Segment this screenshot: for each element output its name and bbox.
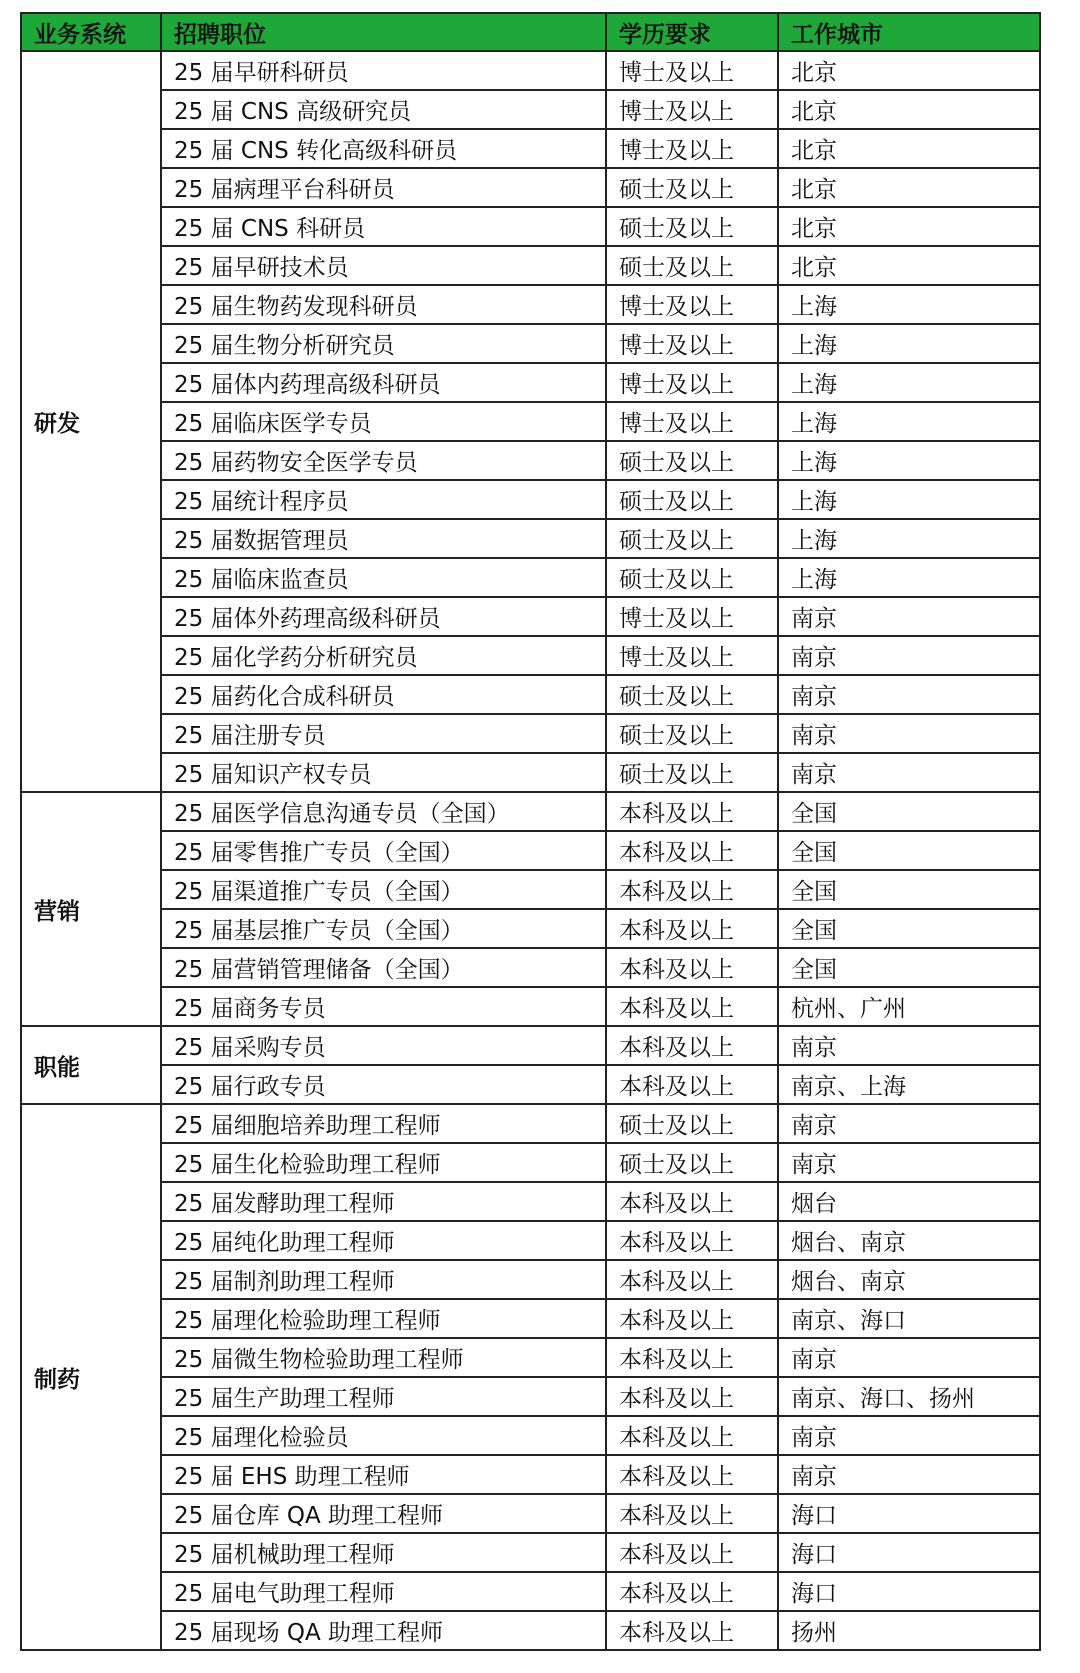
city-cell: 烟台、南京 — [778, 1260, 1040, 1299]
city-cell: 全国 — [778, 909, 1040, 948]
city-cell: 烟台、南京 — [778, 1221, 1040, 1260]
position-cell: 25 届药化合成科研员 — [161, 675, 606, 714]
education-cell: 硕士及以上 — [606, 519, 778, 558]
education-cell: 本科及以上 — [606, 870, 778, 909]
education-cell: 硕士及以上 — [606, 207, 778, 246]
table-row — [21, 363, 1040, 402]
education-cell: 硕士及以上 — [606, 714, 778, 753]
position-cell: 25 届细胞培养助理工程师 — [161, 1104, 606, 1143]
education-cell: 本科及以上 — [606, 948, 778, 987]
table-row — [21, 948, 1040, 987]
table-row — [21, 1065, 1040, 1104]
position-cell: 25 届生化检验助理工程师 — [161, 1143, 606, 1182]
table-row — [21, 714, 1040, 753]
education-cell: 本科及以上 — [606, 1065, 778, 1104]
position-cell: 25 届电气助理工程师 — [161, 1572, 606, 1611]
position-cell: 25 届数据管理员 — [161, 519, 606, 558]
table-row — [21, 675, 1040, 714]
education-cell: 硕士及以上 — [606, 558, 778, 597]
city-cell: 全国 — [778, 792, 1040, 831]
education-cell: 博士及以上 — [606, 324, 778, 363]
education-cell: 硕士及以上 — [606, 675, 778, 714]
system-cell: 制药 — [21, 1104, 161, 1650]
city-cell: 南京 — [778, 714, 1040, 753]
city-cell: 南京 — [778, 1416, 1040, 1455]
table-body — [21, 51, 1040, 1650]
city-cell: 南京 — [778, 597, 1040, 636]
position-cell: 25 届体外药理高级科研员 — [161, 597, 606, 636]
table-row — [21, 1455, 1040, 1494]
table-row — [21, 1533, 1040, 1572]
position-cell: 25 届现场 QA 助理工程师 — [161, 1611, 606, 1650]
city-cell: 南京 — [778, 753, 1040, 792]
city-cell: 南京 — [778, 1338, 1040, 1377]
header-city: 工作城市 — [778, 13, 1040, 51]
education-cell: 本科及以上 — [606, 1494, 778, 1533]
position-cell: 25 届渠道推广专员（全国） — [161, 870, 606, 909]
education-cell: 硕士及以上 — [606, 753, 778, 792]
table-row — [21, 1572, 1040, 1611]
city-cell: 全国 — [778, 948, 1040, 987]
city-cell: 南京 — [778, 1104, 1040, 1143]
city-cell: 北京 — [778, 51, 1040, 90]
position-cell: 25 届注册专员 — [161, 714, 606, 753]
table-row — [21, 207, 1040, 246]
position-cell: 25 届临床监查员 — [161, 558, 606, 597]
position-cell: 25 届基层推广专员（全国） — [161, 909, 606, 948]
header-row — [21, 13, 1040, 51]
city-cell: 北京 — [778, 168, 1040, 207]
city-cell: 上海 — [778, 363, 1040, 402]
position-cell: 25 届 CNS 高级研究员 — [161, 90, 606, 129]
city-cell: 南京 — [778, 1143, 1040, 1182]
education-cell: 博士及以上 — [606, 90, 778, 129]
table-row — [21, 285, 1040, 324]
position-cell: 25 届营销管理储备（全国） — [161, 948, 606, 987]
position-cell: 25 届机械助理工程师 — [161, 1533, 606, 1572]
position-cell: 25 届商务专员 — [161, 987, 606, 1026]
table-row — [21, 1026, 1040, 1065]
position-cell: 25 届病理平台科研员 — [161, 168, 606, 207]
city-cell: 烟台 — [778, 1182, 1040, 1221]
position-cell: 25 届采购专员 — [161, 1026, 606, 1065]
position-cell: 25 届医学信息沟通专员（全国） — [161, 792, 606, 831]
education-cell: 本科及以上 — [606, 1182, 778, 1221]
system-cell: 研发 — [21, 51, 161, 792]
position-cell: 25 届生产助理工程师 — [161, 1377, 606, 1416]
position-cell: 25 届理化检验助理工程师 — [161, 1299, 606, 1338]
city-cell: 上海 — [778, 324, 1040, 363]
table-row — [21, 1299, 1040, 1338]
education-cell: 本科及以上 — [606, 1455, 778, 1494]
position-cell: 25 届发酵助理工程师 — [161, 1182, 606, 1221]
city-cell: 南京 — [778, 636, 1040, 675]
table-row — [21, 1260, 1040, 1299]
position-cell: 25 届微生物检验助理工程师 — [161, 1338, 606, 1377]
table-row — [21, 51, 1040, 90]
position-cell: 25 届 CNS 科研员 — [161, 207, 606, 246]
education-cell: 本科及以上 — [606, 792, 778, 831]
education-cell: 硕士及以上 — [606, 441, 778, 480]
city-cell: 全国 — [778, 831, 1040, 870]
education-cell: 博士及以上 — [606, 51, 778, 90]
education-cell: 硕士及以上 — [606, 480, 778, 519]
education-cell: 本科及以上 — [606, 1416, 778, 1455]
position-cell: 25 届理化检验员 — [161, 1416, 606, 1455]
table-row — [21, 129, 1040, 168]
city-cell: 北京 — [778, 90, 1040, 129]
table-row — [21, 636, 1040, 675]
position-cell: 25 届行政专员 — [161, 1065, 606, 1104]
education-cell: 博士及以上 — [606, 636, 778, 675]
table-row — [21, 246, 1040, 285]
table-row — [21, 987, 1040, 1026]
recruitment-table — [20, 12, 1041, 1651]
education-cell: 本科及以上 — [606, 1260, 778, 1299]
city-cell: 南京、海口 — [778, 1299, 1040, 1338]
table-row — [21, 753, 1040, 792]
table-header — [21, 13, 1040, 51]
table-row — [21, 168, 1040, 207]
table-row — [21, 1182, 1040, 1221]
city-cell: 上海 — [778, 441, 1040, 480]
position-cell: 25 届知识产权专员 — [161, 753, 606, 792]
education-cell: 本科及以上 — [606, 1572, 778, 1611]
city-cell: 南京 — [778, 675, 1040, 714]
education-cell: 本科及以上 — [606, 1338, 778, 1377]
table-row — [21, 870, 1040, 909]
position-cell: 25 届纯化助理工程师 — [161, 1221, 606, 1260]
city-cell: 南京、上海 — [778, 1065, 1040, 1104]
city-cell: 上海 — [778, 519, 1040, 558]
table-row — [21, 324, 1040, 363]
city-cell: 北京 — [778, 246, 1040, 285]
position-cell: 25 届药物安全医学专员 — [161, 441, 606, 480]
position-cell: 25 届生物分析研究员 — [161, 324, 606, 363]
position-cell: 25 届仓库 QA 助理工程师 — [161, 1494, 606, 1533]
education-cell: 本科及以上 — [606, 1026, 778, 1065]
city-cell: 海口 — [778, 1533, 1040, 1572]
table-row — [21, 1338, 1040, 1377]
education-cell: 硕士及以上 — [606, 1104, 778, 1143]
city-cell: 扬州 — [778, 1611, 1040, 1650]
position-cell: 25 届生物药发现科研员 — [161, 285, 606, 324]
table-row — [21, 558, 1040, 597]
table-row — [21, 519, 1040, 558]
table-row — [21, 480, 1040, 519]
position-cell: 25 届统计程序员 — [161, 480, 606, 519]
table-row — [21, 792, 1040, 831]
table-row — [21, 1416, 1040, 1455]
education-cell: 硕士及以上 — [606, 168, 778, 207]
city-cell: 上海 — [778, 402, 1040, 441]
table-row — [21, 1494, 1040, 1533]
education-cell: 博士及以上 — [606, 129, 778, 168]
education-cell: 硕士及以上 — [606, 1143, 778, 1182]
education-cell: 本科及以上 — [606, 1533, 778, 1572]
city-cell: 海口 — [778, 1494, 1040, 1533]
position-cell: 25 届零售推广专员（全国） — [161, 831, 606, 870]
position-cell: 25 届早研科研员 — [161, 51, 606, 90]
system-cell: 职能 — [21, 1026, 161, 1104]
education-cell: 本科及以上 — [606, 1611, 778, 1650]
position-cell: 25 届早研技术员 — [161, 246, 606, 285]
education-cell: 博士及以上 — [606, 402, 778, 441]
education-cell: 硕士及以上 — [606, 246, 778, 285]
education-cell: 本科及以上 — [606, 909, 778, 948]
city-cell: 南京 — [778, 1026, 1040, 1065]
table-row — [21, 441, 1040, 480]
education-cell: 本科及以上 — [606, 1377, 778, 1416]
position-cell: 25 届体内药理高级科研员 — [161, 363, 606, 402]
table-row — [21, 90, 1040, 129]
city-cell: 南京 — [778, 1455, 1040, 1494]
city-cell: 上海 — [778, 480, 1040, 519]
city-cell: 上海 — [778, 285, 1040, 324]
education-cell: 博士及以上 — [606, 363, 778, 402]
table-row — [21, 1611, 1040, 1650]
city-cell: 海口 — [778, 1572, 1040, 1611]
table-row — [21, 597, 1040, 636]
city-cell: 北京 — [778, 129, 1040, 168]
education-cell: 本科及以上 — [606, 1221, 778, 1260]
city-cell: 北京 — [778, 207, 1040, 246]
table-row — [21, 1221, 1040, 1260]
position-cell: 25 届化学药分析研究员 — [161, 636, 606, 675]
city-cell: 全国 — [778, 870, 1040, 909]
header-position: 招聘职位 — [161, 13, 606, 51]
table-row — [21, 831, 1040, 870]
table-row — [21, 402, 1040, 441]
education-cell: 博士及以上 — [606, 597, 778, 636]
education-cell: 博士及以上 — [606, 285, 778, 324]
position-cell: 25 届 CNS 转化高级科研员 — [161, 129, 606, 168]
education-cell: 本科及以上 — [606, 831, 778, 870]
header-education: 学历要求 — [606, 13, 778, 51]
position-cell: 25 届制剂助理工程师 — [161, 1260, 606, 1299]
table-row — [21, 1377, 1040, 1416]
table-row — [21, 909, 1040, 948]
position-cell: 25 届 EHS 助理工程师 — [161, 1455, 606, 1494]
city-cell: 杭州、广州 — [778, 987, 1040, 1026]
recruitment-table-container — [20, 12, 1041, 1651]
header-system: 业务系统 — [21, 13, 161, 51]
city-cell: 南京、海口、扬州 — [778, 1377, 1040, 1416]
table-row — [21, 1104, 1040, 1143]
position-cell: 25 届临床医学专员 — [161, 402, 606, 441]
education-cell: 本科及以上 — [606, 987, 778, 1026]
system-cell: 营销 — [21, 792, 161, 1026]
table-row — [21, 1143, 1040, 1182]
city-cell: 上海 — [778, 558, 1040, 597]
education-cell: 本科及以上 — [606, 1299, 778, 1338]
